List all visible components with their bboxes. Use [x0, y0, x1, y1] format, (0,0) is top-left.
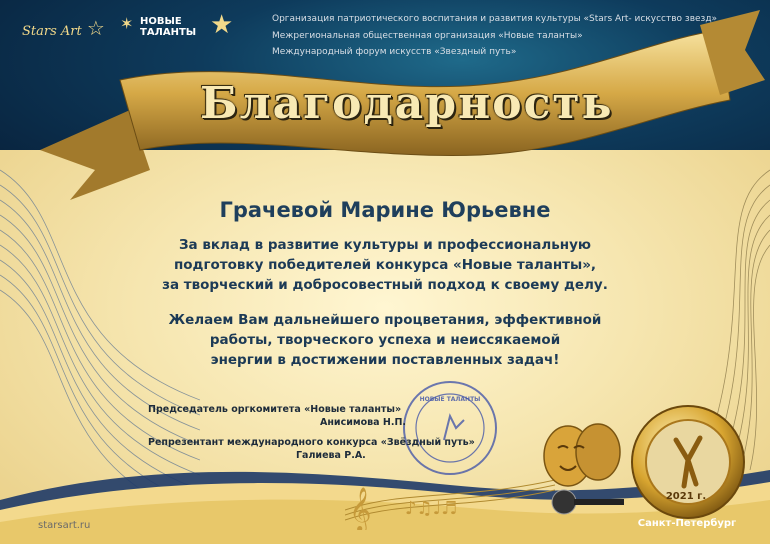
stars-art-logo [22, 16, 105, 40]
signature-role-2: Репрезентант международного конкурса «Звёздный путь» [148, 437, 475, 448]
body-line-3: за творческий и добросовестный подход к своему делу. [162, 277, 608, 293]
medal-icon [626, 400, 750, 524]
novye-talanty-line1: НОВЫЕ [140, 16, 182, 27]
star-path-logo [210, 10, 233, 40]
footer-url: starsart.ru [38, 520, 91, 531]
music-notes-icon [345, 470, 555, 530]
signature-name-2: Галиева Р.А. [296, 450, 366, 461]
svg-text:♪♫♩♬: ♪♫♩♬ [405, 498, 458, 519]
org-line-2: Межрегиональная общественная организация «Новые таланты» [272, 31, 583, 41]
stamp-text: НОВЫЕ ТАЛАНТЫ [419, 396, 481, 403]
microphone-icon [548, 486, 628, 526]
page-title: Благодарность [200, 78, 614, 129]
wish-line-2: работы, творческого успеха и неиссякаемой [209, 332, 561, 348]
medal-year: 2021 г. [665, 491, 707, 502]
novye-talanty-logo [120, 14, 197, 38]
city-label: Санкт-Петербург [637, 518, 737, 529]
star-icon: ☆ [86, 16, 105, 40]
recipient-name: Грачевой Марине Юрьевне [219, 198, 551, 222]
wish-line-1: Желаем Вам дальнейшего процветания, эффективной [168, 312, 602, 328]
svg-text:𝄞: 𝄞 [349, 487, 372, 530]
stars-art-logo-text: Stars Art [22, 24, 82, 39]
body-line-2: подготовку победителей конкурса «Новые таланты», [173, 257, 597, 273]
signature-name-1: Анисимова Н.П. [320, 417, 407, 428]
org-line-3: Международный форум искусств «Звездный путь» [272, 47, 517, 57]
stamp-icon [400, 378, 500, 478]
wish-line-3: энергии в достижении поставленных задач! [210, 352, 560, 368]
signature-role-1: Председатель оргкомитета «Новые таланты» [148, 404, 402, 415]
body-line-1: За вклад в развитие культуры и профессиональную [178, 237, 592, 253]
novye-talanty-line2: ТАЛАНТЫ [140, 27, 197, 38]
dancer-icon: ✶ [120, 14, 134, 33]
org-line-1: Организация патриотического воспитания и развития культуры «Stars Art- искусство звезд» [272, 14, 718, 24]
star-icon: ★ [210, 10, 234, 40]
